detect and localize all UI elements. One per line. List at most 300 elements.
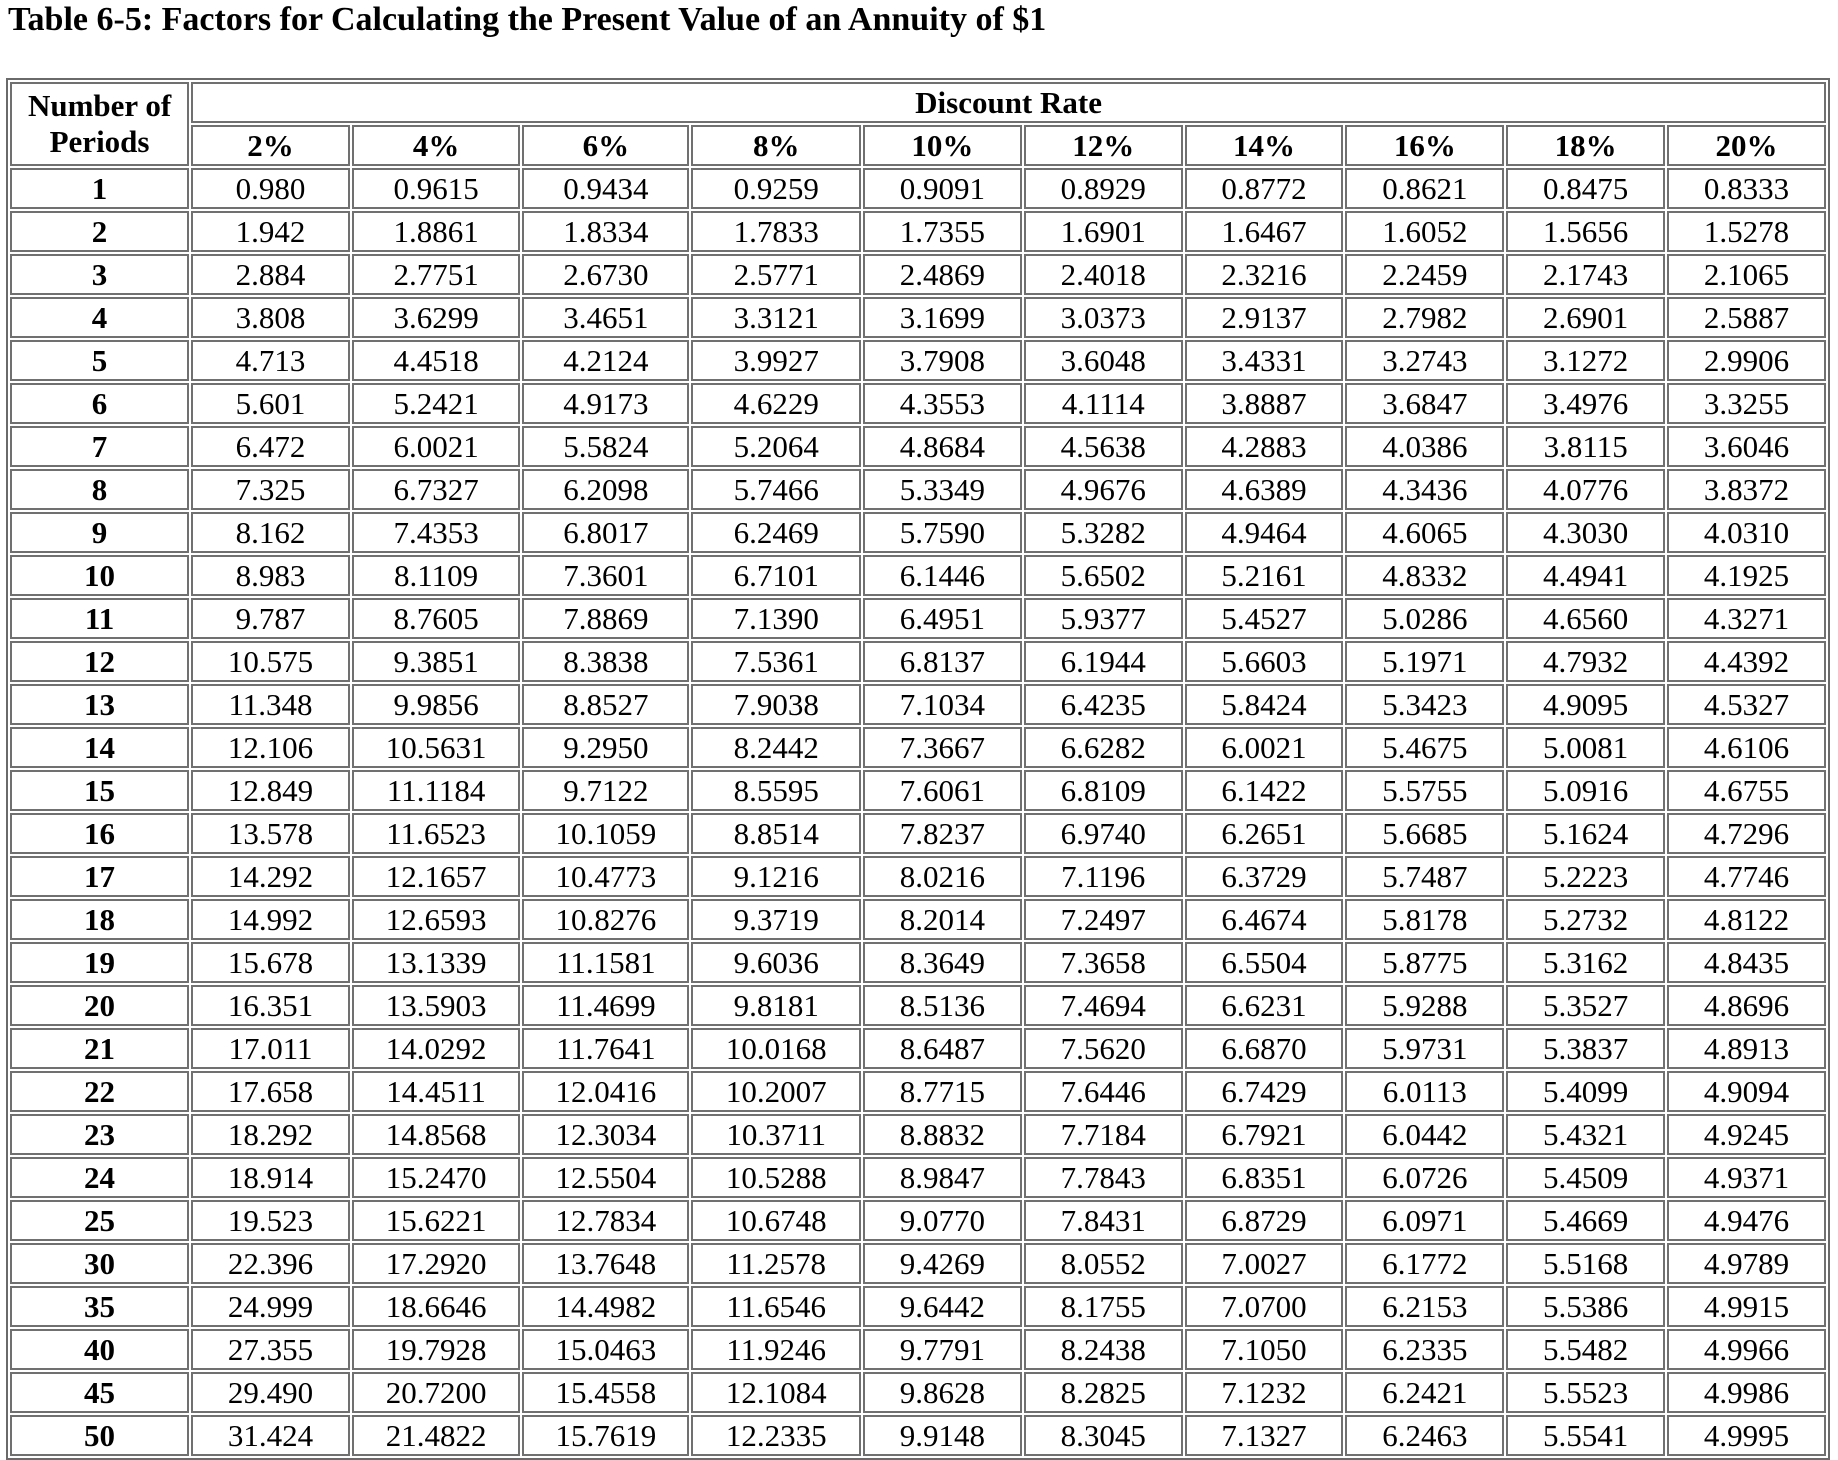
factor-cell: 6.0726 — [1345, 1157, 1504, 1198]
period-cell: 12 — [10, 641, 189, 682]
factor-cell: 5.3527 — [1506, 985, 1665, 1026]
rate-header-6: 12% — [1024, 125, 1183, 166]
factor-cell: 7.325 — [191, 469, 350, 510]
table-row — [10, 1028, 1826, 1069]
factor-cell: 9.6036 — [691, 942, 861, 983]
factor-cell: 9.2950 — [522, 727, 689, 768]
factor-cell: 9.9856 — [352, 684, 520, 725]
factor-cell: 9.0770 — [863, 1200, 1022, 1241]
factor-cell: 0.9434 — [522, 168, 689, 209]
factor-cell: 3.2743 — [1345, 340, 1504, 381]
factor-cell: 5.0286 — [1345, 598, 1504, 639]
factor-cell: 0.9091 — [863, 168, 1022, 209]
factor-cell: 4.8684 — [863, 426, 1022, 467]
factor-cell: 5.4099 — [1506, 1071, 1665, 1112]
factor-cell: 5.2064 — [691, 426, 861, 467]
factor-cell: 17.2920 — [352, 1243, 520, 1284]
table-row — [10, 813, 1826, 854]
factor-cell: 4.7746 — [1667, 856, 1826, 897]
factor-cell: 19.523 — [191, 1200, 350, 1241]
factor-cell: 2.9137 — [1185, 297, 1344, 338]
factor-cell: 5.2732 — [1506, 899, 1665, 940]
factor-cell: 5.3349 — [863, 469, 1022, 510]
factor-cell: 7.1232 — [1185, 1372, 1344, 1413]
factor-cell: 4.9789 — [1667, 1243, 1826, 1284]
factor-cell: 19.7928 — [352, 1329, 520, 1370]
factor-cell: 5.5168 — [1506, 1243, 1665, 1284]
factor-cell: 14.292 — [191, 856, 350, 897]
factor-cell: 10.2007 — [691, 1071, 861, 1112]
factor-cell: 4.0310 — [1667, 512, 1826, 553]
factor-cell: 3.6847 — [1345, 383, 1504, 424]
factor-cell: 6.8137 — [863, 641, 1022, 682]
factor-cell: 4.2124 — [522, 340, 689, 381]
factor-cell: 10.4773 — [522, 856, 689, 897]
table-row — [10, 1157, 1826, 1198]
factor-cell: 4.3436 — [1345, 469, 1504, 510]
factor-cell: 4.7932 — [1506, 641, 1665, 682]
period-cell: 24 — [10, 1157, 189, 1198]
factor-cell: 3.6046 — [1667, 426, 1826, 467]
factor-cell: 4.9995 — [1667, 1415, 1826, 1456]
factor-cell: 6.7429 — [1185, 1071, 1344, 1112]
factor-cell: 7.1327 — [1185, 1415, 1344, 1456]
table-row — [10, 383, 1826, 424]
factor-cell: 0.8772 — [1185, 168, 1344, 209]
table-row — [10, 1286, 1826, 1327]
factor-cell: 11.1581 — [522, 942, 689, 983]
period-cell: 19 — [10, 942, 189, 983]
factor-cell: 1.8861 — [352, 211, 520, 252]
factor-cell: 6.1944 — [1024, 641, 1183, 682]
factor-cell: 3.4976 — [1506, 383, 1665, 424]
factor-cell: 8.7605 — [352, 598, 520, 639]
factor-cell: 3.3121 — [691, 297, 861, 338]
factor-cell: 3.1272 — [1506, 340, 1665, 381]
factor-cell: 4.6065 — [1345, 512, 1504, 553]
factor-cell: 12.849 — [191, 770, 350, 811]
factor-cell: 1.6901 — [1024, 211, 1183, 252]
factor-cell: 3.6048 — [1024, 340, 1183, 381]
factor-cell: 5.1624 — [1506, 813, 1665, 854]
table-body — [10, 168, 1826, 1456]
factor-cell: 8.2825 — [1024, 1372, 1183, 1413]
factor-cell: 5.9288 — [1345, 985, 1504, 1026]
factor-cell: 4.5327 — [1667, 684, 1826, 725]
period-cell: 9 — [10, 512, 189, 553]
factor-cell: 5.6502 — [1024, 555, 1183, 596]
factor-cell: 3.4651 — [522, 297, 689, 338]
period-cell: 2 — [10, 211, 189, 252]
factor-cell: 7.0027 — [1185, 1243, 1344, 1284]
factor-cell: 8.0552 — [1024, 1243, 1183, 1284]
period-cell: 1 — [10, 168, 189, 209]
factor-cell: 5.8178 — [1345, 899, 1504, 940]
table-row — [10, 641, 1826, 682]
factor-cell: 7.7184 — [1024, 1114, 1183, 1155]
period-cell: 10 — [10, 555, 189, 596]
factor-cell: 7.8431 — [1024, 1200, 1183, 1241]
factor-cell: 2.4869 — [863, 254, 1022, 295]
factor-cell: 5.8775 — [1345, 942, 1504, 983]
factor-cell: 2.2459 — [1345, 254, 1504, 295]
factor-cell: 3.8887 — [1185, 383, 1344, 424]
factor-cell: 12.2335 — [691, 1415, 861, 1456]
factor-cell: 15.7619 — [522, 1415, 689, 1456]
factor-cell: 7.1390 — [691, 598, 861, 639]
factor-cell: 8.7715 — [863, 1071, 1022, 1112]
table-row — [10, 297, 1826, 338]
factor-cell: 7.1034 — [863, 684, 1022, 725]
period-cell: 17 — [10, 856, 189, 897]
factor-cell: 2.9906 — [1667, 340, 1826, 381]
factor-cell: 8.3838 — [522, 641, 689, 682]
factor-cell: 2.4018 — [1024, 254, 1183, 295]
period-cell: 25 — [10, 1200, 189, 1241]
table-row — [10, 512, 1826, 553]
factor-cell: 5.1971 — [1345, 641, 1504, 682]
factor-cell: 2.5771 — [691, 254, 861, 295]
factor-cell: 2.7982 — [1345, 297, 1504, 338]
rate-header-5: 10% — [863, 125, 1022, 166]
factor-cell: 4.4518 — [352, 340, 520, 381]
factor-cell: 10.5631 — [352, 727, 520, 768]
factor-cell: 7.8869 — [522, 598, 689, 639]
factor-cell: 6.2463 — [1345, 1415, 1504, 1456]
factor-cell: 7.1196 — [1024, 856, 1183, 897]
factor-cell: 8.2438 — [1024, 1329, 1183, 1370]
factor-cell: 8.2442 — [691, 727, 861, 768]
factor-cell: 11.6546 — [691, 1286, 861, 1327]
table-row — [10, 942, 1826, 983]
factor-cell: 7.3658 — [1024, 942, 1183, 983]
factor-cell: 11.348 — [191, 684, 350, 725]
factor-cell: 3.8115 — [1506, 426, 1665, 467]
table-row — [10, 1200, 1826, 1241]
factor-cell: 1.7833 — [691, 211, 861, 252]
table-row — [10, 168, 1826, 209]
factor-cell: 20.7200 — [352, 1372, 520, 1413]
factor-cell: 9.787 — [191, 598, 350, 639]
factor-cell: 4.9966 — [1667, 1329, 1826, 1370]
factor-cell: 5.9377 — [1024, 598, 1183, 639]
factor-cell: 4.0386 — [1345, 426, 1504, 467]
rate-header-7: 14% — [1185, 125, 1344, 166]
factor-cell: 6.2098 — [522, 469, 689, 510]
factor-cell: 15.4558 — [522, 1372, 689, 1413]
factor-cell: 7.7843 — [1024, 1157, 1183, 1198]
factor-cell: 7.6446 — [1024, 1071, 1183, 1112]
factor-cell: 6.8729 — [1185, 1200, 1344, 1241]
table-row — [10, 1372, 1826, 1413]
factor-cell: 4.8435 — [1667, 942, 1826, 983]
factor-cell: 7.3667 — [863, 727, 1022, 768]
factor-cell: 5.5386 — [1506, 1286, 1665, 1327]
factor-cell: 5.5541 — [1506, 1415, 1665, 1456]
factor-cell: 27.355 — [191, 1329, 350, 1370]
factor-cell: 11.7641 — [522, 1028, 689, 1069]
factor-cell: 3.7908 — [863, 340, 1022, 381]
period-cell: 5 — [10, 340, 189, 381]
factor-cell: 7.2497 — [1024, 899, 1183, 940]
factor-cell: 4.7296 — [1667, 813, 1826, 854]
factor-cell: 12.1084 — [691, 1372, 861, 1413]
factor-cell: 13.5903 — [352, 985, 520, 1026]
factor-cell: 4.9476 — [1667, 1200, 1826, 1241]
factor-cell: 6.6870 — [1185, 1028, 1344, 1069]
period-cell: 13 — [10, 684, 189, 725]
factor-cell: 4.9676 — [1024, 469, 1183, 510]
factor-cell: 15.2470 — [352, 1157, 520, 1198]
factor-cell: 11.1184 — [352, 770, 520, 811]
period-cell: 8 — [10, 469, 189, 510]
factor-cell: 6.9740 — [1024, 813, 1183, 854]
period-cell: 7 — [10, 426, 189, 467]
factor-cell: 9.4269 — [863, 1243, 1022, 1284]
factor-cell: 5.6685 — [1345, 813, 1504, 854]
factor-cell: 9.8628 — [863, 1372, 1022, 1413]
factor-cell: 8.3045 — [1024, 1415, 1183, 1456]
factor-cell: 2.884 — [191, 254, 350, 295]
factor-cell: 8.3649 — [863, 942, 1022, 983]
table-row — [10, 1243, 1826, 1284]
factor-cell: 3.0373 — [1024, 297, 1183, 338]
factor-cell: 7.3601 — [522, 555, 689, 596]
factor-cell: 12.5504 — [522, 1157, 689, 1198]
period-cell: 35 — [10, 1286, 189, 1327]
factor-cell: 9.3851 — [352, 641, 520, 682]
factor-cell: 18.6646 — [352, 1286, 520, 1327]
factor-cell: 6.8109 — [1024, 770, 1183, 811]
factor-cell: 6.7327 — [352, 469, 520, 510]
factor-cell: 12.1657 — [352, 856, 520, 897]
table-row — [10, 1415, 1826, 1456]
factor-cell: 1.6052 — [1345, 211, 1504, 252]
discount-rate-header: Discount Rate — [191, 82, 1826, 123]
factor-cell: 6.2469 — [691, 512, 861, 553]
factor-cell: 5.7466 — [691, 469, 861, 510]
factor-cell: 8.0216 — [863, 856, 1022, 897]
factor-cell: 6.2153 — [1345, 1286, 1504, 1327]
factor-cell: 15.678 — [191, 942, 350, 983]
factor-cell: 4.1114 — [1024, 383, 1183, 424]
factor-cell: 4.8122 — [1667, 899, 1826, 940]
period-cell: 11 — [10, 598, 189, 639]
factor-cell: 6.2421 — [1345, 1372, 1504, 1413]
factor-cell: 2.1065 — [1667, 254, 1826, 295]
factor-cell: 4.713 — [191, 340, 350, 381]
factor-cell: 18.914 — [191, 1157, 350, 1198]
factor-cell: 4.9245 — [1667, 1114, 1826, 1155]
table-row — [10, 469, 1826, 510]
periods-header-line2: Periods — [49, 124, 150, 159]
factor-cell: 24.999 — [191, 1286, 350, 1327]
factor-cell: 31.424 — [191, 1415, 350, 1456]
factor-cell: 4.3553 — [863, 383, 1022, 424]
factor-cell: 11.9246 — [691, 1329, 861, 1370]
period-cell: 21 — [10, 1028, 189, 1069]
factor-cell: 8.8832 — [863, 1114, 1022, 1155]
factor-cell: 12.106 — [191, 727, 350, 768]
factor-cell: 6.0442 — [1345, 1114, 1504, 1155]
rate-header-8: 16% — [1345, 125, 1504, 166]
period-cell: 4 — [10, 297, 189, 338]
header-row-top — [10, 82, 1826, 123]
table-row — [10, 1071, 1826, 1112]
factor-cell: 10.575 — [191, 641, 350, 682]
factor-cell: 10.8276 — [522, 899, 689, 940]
factor-cell: 4.9371 — [1667, 1157, 1826, 1198]
table-row — [10, 727, 1826, 768]
factor-cell: 4.9464 — [1185, 512, 1344, 553]
factor-cell: 8.5136 — [863, 985, 1022, 1026]
period-cell: 30 — [10, 1243, 189, 1284]
factor-cell: 7.5361 — [691, 641, 861, 682]
factor-cell: 9.1216 — [691, 856, 861, 897]
factor-cell: 7.4694 — [1024, 985, 1183, 1026]
factor-cell: 8.8527 — [522, 684, 689, 725]
period-cell: 50 — [10, 1415, 189, 1456]
factor-cell: 17.011 — [191, 1028, 350, 1069]
factor-cell: 4.8696 — [1667, 985, 1826, 1026]
factor-cell: 5.5523 — [1506, 1372, 1665, 1413]
factor-cell: 8.1755 — [1024, 1286, 1183, 1327]
period-cell: 15 — [10, 770, 189, 811]
factor-cell: 5.0916 — [1506, 770, 1665, 811]
factor-cell: 29.490 — [191, 1372, 350, 1413]
table-row — [10, 598, 1826, 639]
factor-cell: 10.0168 — [691, 1028, 861, 1069]
factor-cell: 8.5595 — [691, 770, 861, 811]
factor-cell: 0.980 — [191, 168, 350, 209]
factor-cell: 4.9986 — [1667, 1372, 1826, 1413]
factor-cell: 5.2421 — [352, 383, 520, 424]
factor-cell: 8.6487 — [863, 1028, 1022, 1069]
factor-cell: 7.4353 — [352, 512, 520, 553]
period-cell: 3 — [10, 254, 189, 295]
factor-cell: 4.6229 — [691, 383, 861, 424]
factor-cell: 6.3729 — [1185, 856, 1344, 897]
period-cell: 23 — [10, 1114, 189, 1155]
rate-header-10: 20% — [1667, 125, 1826, 166]
factor-cell: 5.4321 — [1506, 1114, 1665, 1155]
factor-cell: 6.5504 — [1185, 942, 1344, 983]
factor-cell: 1.8334 — [522, 211, 689, 252]
rate-header-4: 8% — [691, 125, 861, 166]
factor-cell: 5.9731 — [1345, 1028, 1504, 1069]
period-cell: 16 — [10, 813, 189, 854]
factor-cell: 8.1109 — [352, 555, 520, 596]
factor-cell: 8.2014 — [863, 899, 1022, 940]
factor-cell: 6.2651 — [1185, 813, 1344, 854]
factor-cell: 4.1925 — [1667, 555, 1826, 596]
factor-cell: 11.2578 — [691, 1243, 861, 1284]
factor-cell: 5.4509 — [1506, 1157, 1665, 1198]
factor-cell: 5.4669 — [1506, 1200, 1665, 1241]
factor-cell: 4.9094 — [1667, 1071, 1826, 1112]
factor-cell: 4.3030 — [1506, 512, 1665, 553]
factor-cell: 4.0776 — [1506, 469, 1665, 510]
factor-cell: 13.1339 — [352, 942, 520, 983]
factor-cell: 8.9847 — [863, 1157, 1022, 1198]
table-row — [10, 555, 1826, 596]
period-cell: 18 — [10, 899, 189, 940]
factor-cell: 4.6755 — [1667, 770, 1826, 811]
factor-cell: 1.5278 — [1667, 211, 1826, 252]
factor-cell: 14.4511 — [352, 1071, 520, 1112]
factor-cell: 7.8237 — [863, 813, 1022, 854]
factor-cell: 16.351 — [191, 985, 350, 1026]
factor-cell: 4.8913 — [1667, 1028, 1826, 1069]
factor-cell: 3.8372 — [1667, 469, 1826, 510]
factor-cell: 2.3216 — [1185, 254, 1344, 295]
table-row — [10, 340, 1826, 381]
factor-cell: 17.658 — [191, 1071, 350, 1112]
factor-cell: 6.1422 — [1185, 770, 1344, 811]
factor-cell: 2.1743 — [1506, 254, 1665, 295]
factor-cell: 10.1059 — [522, 813, 689, 854]
factor-cell: 4.2883 — [1185, 426, 1344, 467]
annuity-table-container — [6, 78, 1830, 1460]
factor-cell: 5.0081 — [1506, 727, 1665, 768]
factor-cell: 2.7751 — [352, 254, 520, 295]
factor-cell: 10.5288 — [691, 1157, 861, 1198]
factor-cell: 12.0416 — [522, 1071, 689, 1112]
period-cell: 40 — [10, 1329, 189, 1370]
factor-cell: 0.9259 — [691, 168, 861, 209]
factor-cell: 1.6467 — [1185, 211, 1344, 252]
table-row — [10, 1329, 1826, 1370]
factor-cell: 6.8017 — [522, 512, 689, 553]
factor-cell: 9.9148 — [863, 1415, 1022, 1456]
factor-cell: 6.6282 — [1024, 727, 1183, 768]
factor-cell: 8.162 — [191, 512, 350, 553]
factor-cell: 8.8514 — [691, 813, 861, 854]
factor-cell: 1.5656 — [1506, 211, 1665, 252]
factor-cell: 4.4941 — [1506, 555, 1665, 596]
factor-cell: 5.3162 — [1506, 942, 1665, 983]
factor-cell: 5.3282 — [1024, 512, 1183, 553]
factor-cell: 11.6523 — [352, 813, 520, 854]
factor-cell: 6.0021 — [352, 426, 520, 467]
factor-cell: 10.3711 — [691, 1114, 861, 1155]
factor-cell: 9.6442 — [863, 1286, 1022, 1327]
table-row — [10, 856, 1826, 897]
factor-cell: 22.396 — [191, 1243, 350, 1284]
factor-cell: 2.5887 — [1667, 297, 1826, 338]
factor-cell: 8.983 — [191, 555, 350, 596]
factor-cell: 10.6748 — [691, 1200, 861, 1241]
factor-cell: 6.4235 — [1024, 684, 1183, 725]
factor-cell: 0.9615 — [352, 168, 520, 209]
annuity-factor-table — [6, 78, 1830, 1460]
factor-cell: 4.6106 — [1667, 727, 1826, 768]
table-row — [10, 684, 1826, 725]
table-row — [10, 1114, 1826, 1155]
factor-cell: 6.0021 — [1185, 727, 1344, 768]
factor-cell: 13.578 — [191, 813, 350, 854]
factor-cell: 4.6560 — [1506, 598, 1665, 639]
factor-cell: 6.0971 — [1345, 1200, 1504, 1241]
factor-cell: 5.7487 — [1345, 856, 1504, 897]
factor-cell: 4.9915 — [1667, 1286, 1826, 1327]
rate-header-row — [10, 125, 1826, 166]
factor-cell: 5.3837 — [1506, 1028, 1665, 1069]
factor-cell: 5.6603 — [1185, 641, 1344, 682]
factor-cell: 3.808 — [191, 297, 350, 338]
factor-cell: 3.9927 — [691, 340, 861, 381]
factor-cell: 5.3423 — [1345, 684, 1504, 725]
